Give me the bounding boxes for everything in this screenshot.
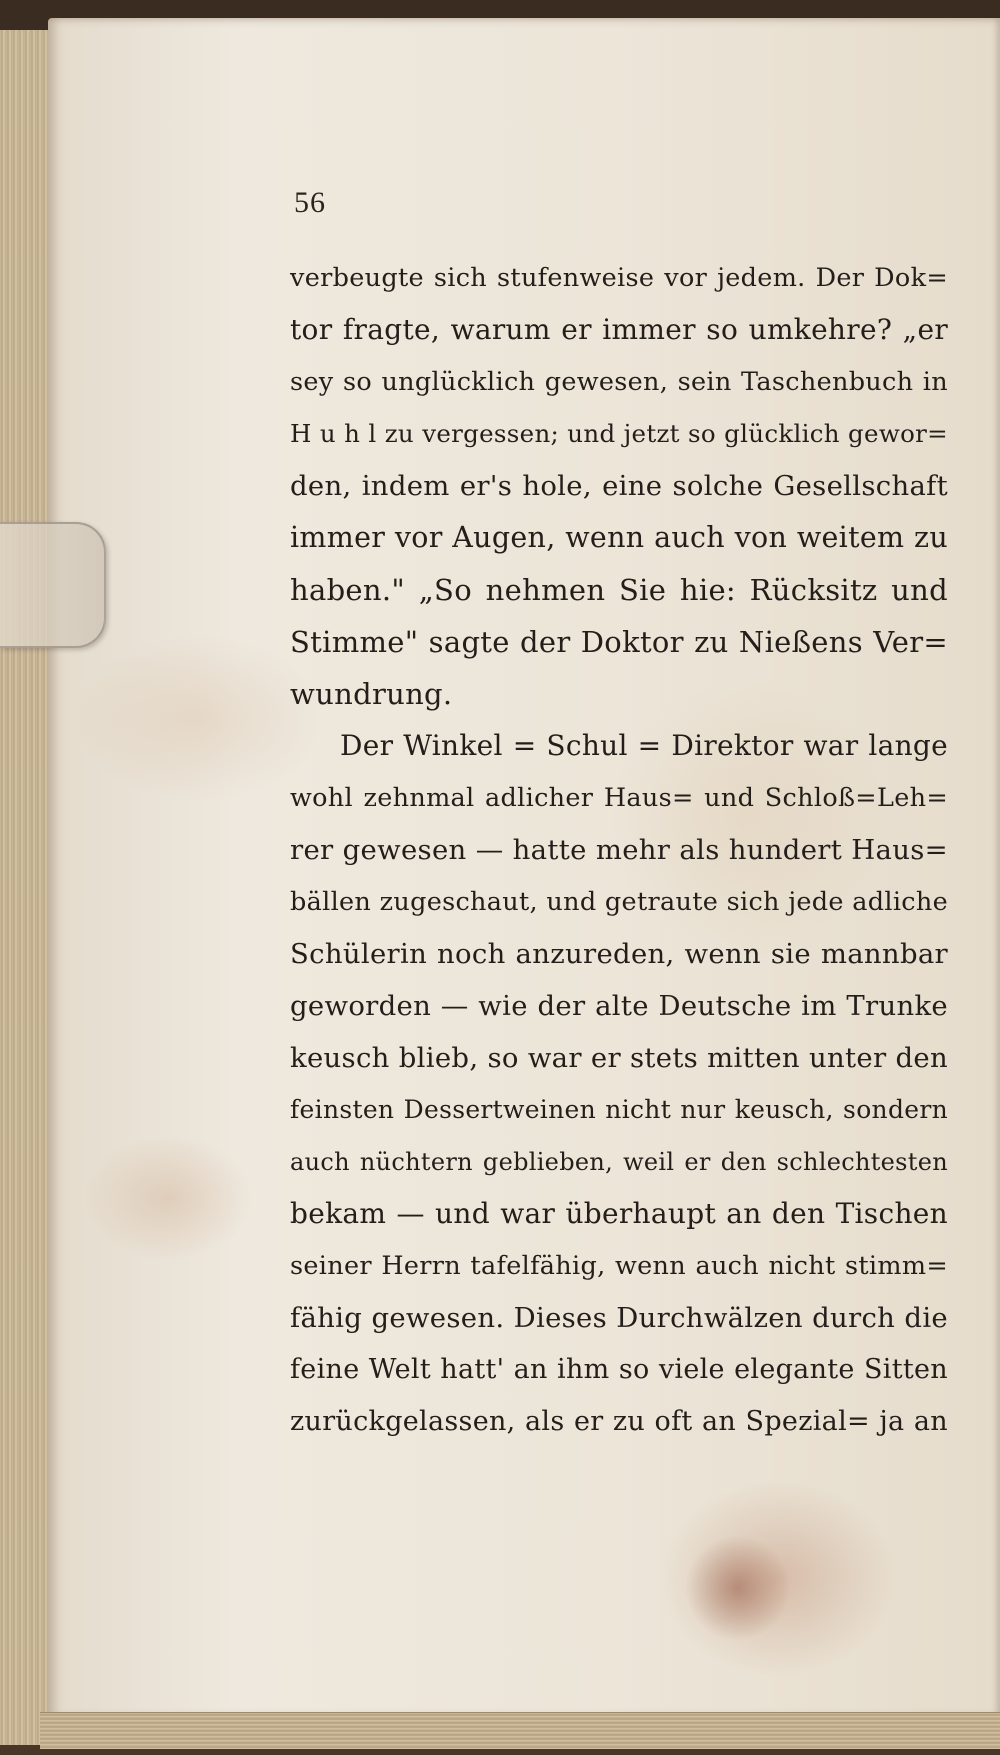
text-line: seiner Herrn tafelfähig, wenn auch nicht stimm= — [290, 1251, 948, 1281]
page-number: 56 — [294, 186, 326, 219]
text-line: rer gewesen — hatte mehr als hundert Haus= — [290, 834, 948, 866]
page-clip-tab — [0, 522, 106, 648]
text-line: fähig gewesen. Dieses Durchwälzen durch die — [290, 1302, 948, 1334]
text-line: immer vor Augen, wenn auch von weitem zu — [290, 521, 948, 554]
text-line: feine Welt hatt' an ihm so viele elegante Sitten — [290, 1354, 948, 1385]
page-text — [290, 252, 948, 1448]
text-line: tor fragte, warum er immer so umkehre? „er — [290, 313, 948, 346]
page-edges-bottom — [40, 1712, 1000, 1749]
text-line: bekam — und war überhaupt an den Tischen — [290, 1197, 948, 1230]
text-line: Der Winkel = Schul = Direktor war lange — [340, 729, 948, 762]
text-line: keusch blieb, so war er stets mitten unter den — [290, 1042, 948, 1074]
text-line: verbeugte sich stufenweise vor jedem. Der Dok= — [290, 263, 948, 293]
book-page — [48, 18, 1000, 1718]
text-line: wohl zehnmal adlicher Haus= und Schloß=Leh= — [290, 783, 948, 813]
text-line: Stimme" sagte der Doktor zu Nießens Ver= — [290, 625, 948, 659]
text-line: wundrung. — [290, 677, 453, 711]
text-line: feinsten Dessertweinen nicht nur keusch, sondern — [290, 1095, 948, 1124]
text-line: zurückgelassen, als er zu oft an Spezial= ja an — [290, 1406, 948, 1437]
text-line: bällen zugeschaut, und getraute sich jede adliche — [290, 887, 948, 917]
text-line: H u h l zu vergessen; und jetzt so glücklich gewor= — [290, 419, 948, 448]
text-line: geworden — wie der alte Deutsche im Trunke — [290, 990, 948, 1022]
text-line: auch nüchtern geblieben, weil er den schlechtesten — [290, 1148, 948, 1176]
text-line: Schülerin noch anzureden, wenn sie mannbar — [290, 938, 948, 970]
text-line: den, indem er's hole, eine solche Gesellschaft — [290, 470, 948, 502]
text-line: haben." „So nehmen Sie hie: Rücksitz und — [290, 573, 948, 607]
text-line: sey so unglücklich gewesen, sein Taschenbuch in — [290, 367, 948, 397]
